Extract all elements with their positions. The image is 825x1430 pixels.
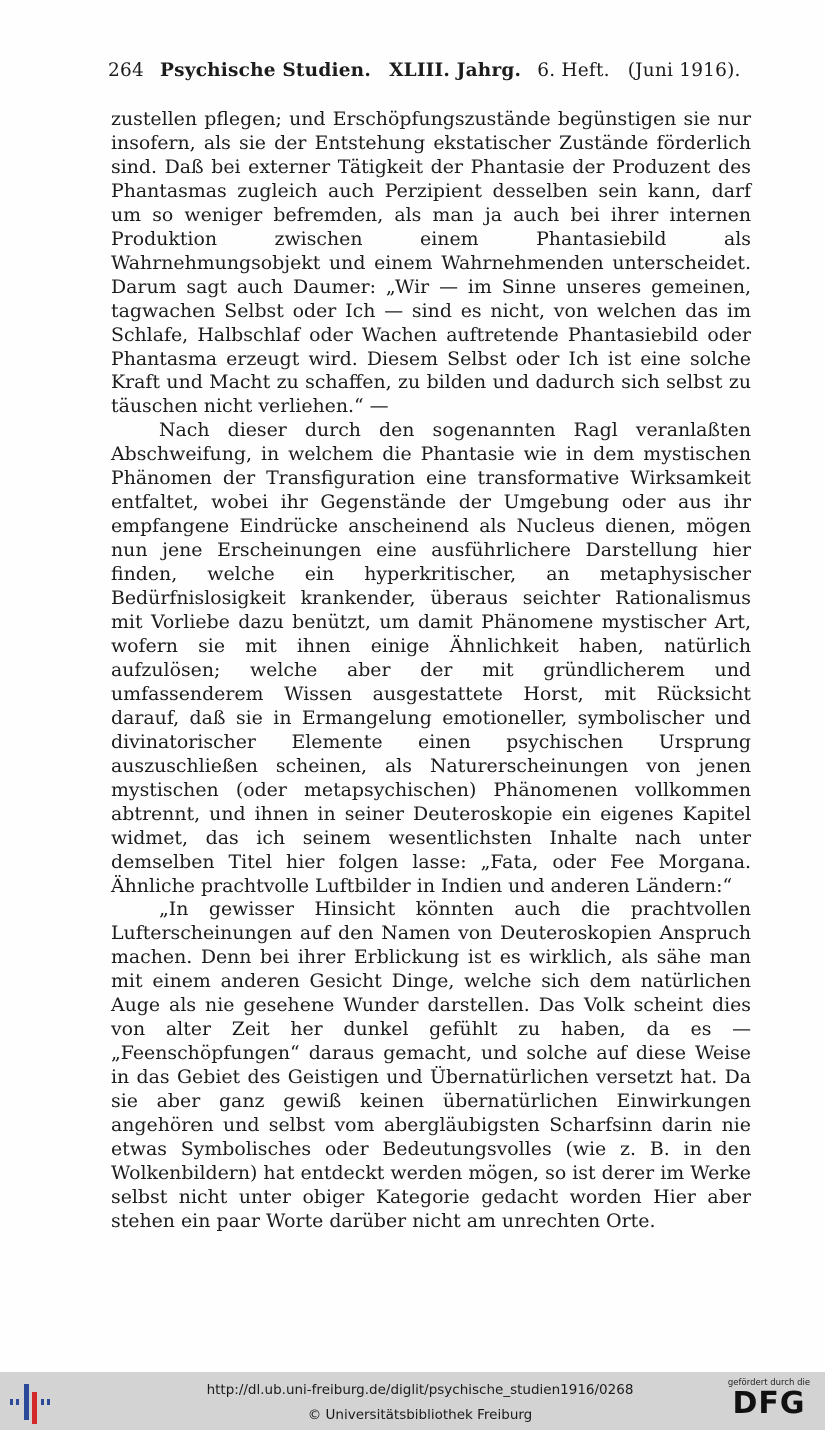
issue-label: 6. Heft. bbox=[537, 60, 610, 81]
funding-note: gefördert durch die bbox=[727, 1378, 811, 1388]
volume-label: XLIII. Jahrg. bbox=[389, 60, 522, 81]
page-number: 264 bbox=[108, 60, 144, 81]
paragraph-1: zustellen pflegen; und Erschöpfungszustände begünstigen sie nur insofern, als sie der Entstehung ekstatischer Zustände förderlich sind. Daß bei externer Tätigkeit der Phantasie der Produzent des Phantasmas zugleich auch Perzipient desselben sein kann, darf um so weniger befremden, als man ja auch bei ihrer internen Produktion zwischen einem Phantasiebild als Wahrnehmungsobjekt und einem Wahrnehmenden unterscheidet. Darum sagt auch Daumer: „Wir — im Sinne unseres gemeinen, tagwachen Selbst oder Ich — sind es nicht, von welchen das im Schlafe, Halbschlaf oder Wachen auftretende Phantasiebild oder Phantasma erzeugt wird. Diesem Selbst oder Ich ist eine solche Kraft und Macht zu schaffen, zu bilden und dadurch sich selbst zu täuschen nicht verliehen.“ — bbox=[111, 108, 751, 418]
dfg-logo: DFG bbox=[732, 1386, 806, 1421]
digital-library-logo-icon bbox=[10, 1380, 54, 1424]
running-head bbox=[108, 58, 741, 84]
dfg-logo-block bbox=[723, 1378, 815, 1424]
footer-bar bbox=[0, 1372, 825, 1430]
copyright-notice: © Universitätsbibliothek Freiburg bbox=[307, 1407, 533, 1423]
source-url[interactable]: http://dl.ub.uni-freiburg.de/diglit/psychische_studien1916/0268 bbox=[206, 1382, 634, 1398]
paragraph-2: Nach dieser durch den sogenannten Ragl veranlaßten Abschweifung, in welchem die Phantasie wie in dem mystischen Phänomen der Transfiguration eine transformative Wirksamkeit entfaltet, wobei ihr Gegenstände der Umgebung oder aus ihr empfangene Eindrücke anscheinend als Nucleus dienen, mögen nun jene Erscheinungen eine ausführlichere Darstellung hier finden, welche ein hyperkritischer, an metaphysischer Bedürfnislosigkeit krankender, überaus seichter Rationalismus mit Vorliebe dazu benützt, um damit Phänomene mystischer Art, wofern sie mit ihnen einige Ähnlichkeit haben, natürlich aufzulösen; welche aber der mit gründlicherem und umfassenderem Wissen ausgestattete Horst, mit Rücksicht darauf, daß sie in Ermangelung emotioneller, symbolischer und divinatorischer Elemente einen psychischen Ursprung auszuschließen scheinen, als Naturerscheinungen von jenen mystischen (oder metapsychischen) Phänomenen vollkommen abtrennt, und ihnen in seiner Deuteroskopie ein eigenes Kapitel widmet, das ich seinem wesentlichsten Inhalte nach unter demselben Titel hier folgen lasse: „Fata, oder Fee Morgana. Ähnliche prachtvolle Luftbilder in Indien und anderen Ländern:“ bbox=[111, 419, 751, 897]
body-text bbox=[111, 108, 751, 1234]
paragraph-3: „In gewisser Hinsicht könnten auch die prachtvollen Lufterscheinungen auf den Namen von Deuteroskopien Anspruch machen. Denn bei ihrer Erblickung ist es wirklich, als sähe man mit einem anderen Gesicht Dinge, welche sich dem natürlichen Auge als nie gesehene Wunder darstellen. Das Volk scheint dies von alter Zeit her dunkel gefühlt zu haben, da es — „Feenschöpfungen“ daraus gemacht, und solche auf diese Weise in das Gebiet des Geistigen und Übernatürlichen versetzt hat. Da sie aber ganz gewiß keinen übernatürlichen Einwirkungen angehören und selbst vom abergläubigsten Scharfsinn darin nie etwas Symbolisches oder Bedeutungsvolles (wie z. B. in den Wolkenbildern) hat entdeckt werden mögen, so ist derer im Werke selbst nicht unter obiger Kategorie gedacht worden Hier aber stehen ein paar Worte darüber nicht am unrechten Orte. bbox=[111, 898, 751, 1232]
journal-title: Psychische Studien. bbox=[160, 60, 371, 81]
issue-date: (Juni 1916). bbox=[627, 60, 741, 81]
